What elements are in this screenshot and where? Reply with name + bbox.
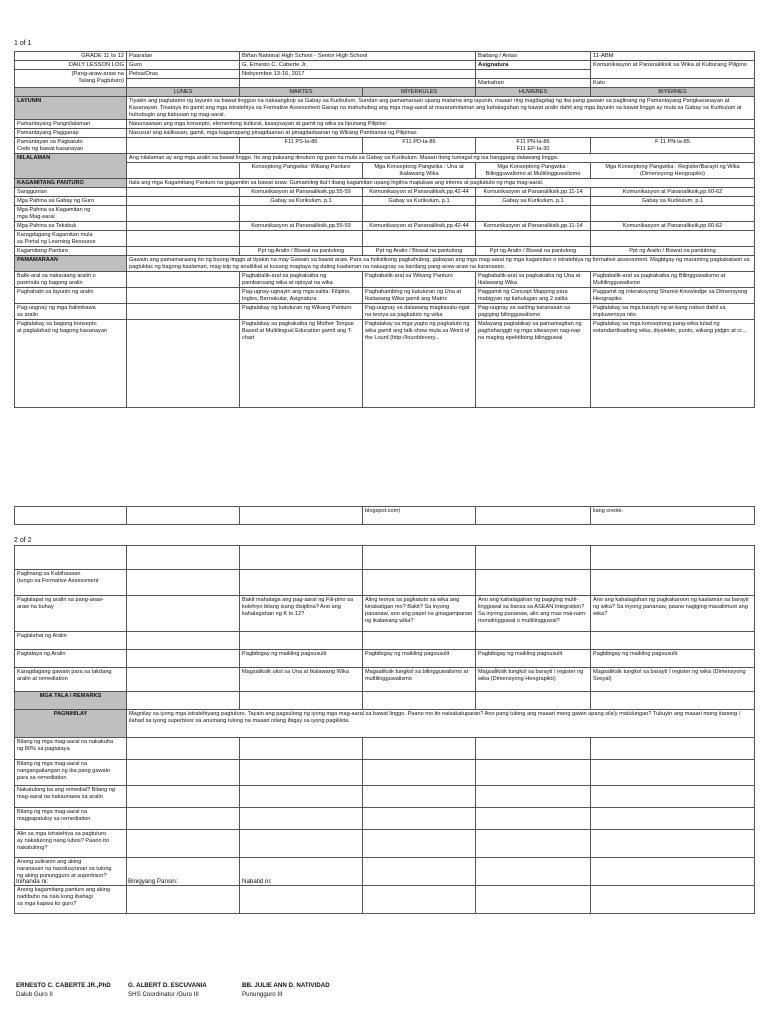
pagninilay-text: Magnilay sa iyong mga istratehiyang pagtuturo. Tayain ang pagsulong ng iyong mga mag-aaral sa bawat linggo. Paano mo ito naisakatuparan? Ano pang tulong ang maaari mong gawin upang sila'y matulungan? Tukuyin ang maaari mong itanong / ilahad sa iyong superbisor sa anumang tulong na maaari nilang ibigay sa iyong pagkikita. bbox=[127, 710, 755, 738]
teacher-label: Guro bbox=[127, 61, 240, 70]
subject-value: Komunikasyon at Pananaliksik sa Wika at Kulturang Pilipino bbox=[591, 61, 755, 79]
sanggunian-label: Sanggunian bbox=[15, 188, 127, 197]
day-header: BIYERNES bbox=[591, 88, 755, 97]
balik-aral-cell bbox=[127, 272, 240, 288]
balik-aral-cell: Pagbabalik-aral sa Wikang Panturo bbox=[363, 272, 476, 288]
layunin-label: LAYUNIN bbox=[15, 97, 127, 120]
nilalaman-label: NILALAMAN bbox=[15, 154, 127, 179]
karagdagang-gawain-cell: Magsaliksik ukol sa Una at Ikalawang Wika bbox=[240, 668, 363, 692]
lesson-log-table-1 bbox=[14, 51, 755, 408]
reflection-label: Alin sa mga istratehiya sa pagtuturo ay nakatulong nang lubos? Paano ito nakatulong? bbox=[15, 830, 127, 858]
day-header: MIYERKULES bbox=[363, 88, 476, 97]
topic-cell: Konseptong Pangwika: Wikang Panturo bbox=[240, 163, 363, 179]
signatory-1-title: Dalub Guro II bbox=[16, 991, 53, 998]
paghahabi-cell: Paggamit ng Concept Mapping para mabigyan ng kahulugan ang 2 salita bbox=[476, 288, 591, 304]
paglalapat-cell: Ano ang kahalagahan ng pagiging multi-lingguwal sa bansa sa ASEAN Integration? Sa inyong pananaw, alin ang mas mai-nam: monolingguwal o multilingguwal? bbox=[476, 596, 591, 632]
nilalaman-text: Ang nilalaman ay ang mga aralin sa bawat linggo. Ito ang paksang itinuturo ng guro na mula sa Gabay sa Kurikulum. Maaari itong tumagal ng isa hanggang dalawang linggo. bbox=[127, 154, 755, 163]
date-value: Nobyembre 13-16, 2017 bbox=[240, 70, 476, 79]
prepared-by-label: Inihanda ni: bbox=[16, 878, 48, 885]
teksbuk-cell: Komunikasyon at Pananaliksik,pp.55-59 bbox=[240, 222, 363, 231]
panturo-cell: Ppt ng Aralin / Biswal na pantulong bbox=[476, 247, 591, 256]
balik-aral-cell: Pagbabalik-aral sa pagkakaiba ng Una at Ikalawang Wika bbox=[476, 272, 591, 288]
pagtalakay-cell: Pagtalakay sa mga konseptong pang-wika tulad ng estandardisadong wika, diyalekto, punto, wikang pidgin at cr... bbox=[591, 320, 755, 408]
competency-code: F11 PD-Ia-86 bbox=[363, 138, 476, 154]
sanggunian-cell: Komunikasyon at Pananaliksik,pp.55-59 bbox=[240, 188, 363, 197]
topic-cell: Mga Konseptong Pangwika : Register/Barayti ng Wika (Dimensyong Heograpiko) bbox=[591, 163, 755, 179]
signatory-2-name: G. ALBERT D. ESCUVANIA bbox=[128, 982, 207, 989]
competency-code bbox=[127, 138, 240, 154]
kasanayan-label: Pamantayan sa Pagkatuto Code ng bawat kasanayan bbox=[15, 138, 127, 154]
karagdagang-gawain-cell: Magsaliksik tungkol sa barayti / register ng wika (Dimensyong Sosyal) bbox=[591, 668, 755, 692]
balik-aral-cell: Pagbabalik-aral sa pagkakaiba ng pambansang wika at opisyal na wika bbox=[240, 272, 363, 288]
overflow-cell: liang creole. bbox=[591, 507, 755, 525]
school-label: Paaralan bbox=[127, 52, 240, 61]
pagtataya-cell: Pagbibigay ng maikling pagsusulit bbox=[591, 650, 755, 668]
dll-label: DAILY LESSON LOG bbox=[15, 61, 127, 70]
pangnilalaman-text: Nauunawaan ang mga konsepto, elementong kultural, kasaysayan at gamit ng wika sa lipunang Pilipino bbox=[127, 120, 755, 129]
signatory-3-title: Punungguro III bbox=[242, 991, 283, 998]
paglalapat-cell: Aling teorya sa pagkatuto sa wika ang kinakatigan mo? Bakit? Sa inyong pananaw, ano ang papel na ginagampanan ng ikalawang wika? bbox=[363, 596, 476, 632]
teksbuk-cell bbox=[127, 222, 240, 231]
checked-by-label: Binigyang Pansin: bbox=[128, 878, 178, 885]
pagtataya-cell: Pagbibigay ng maikling pagsusulit bbox=[240, 650, 363, 668]
panturo-cell: Ppt ng Aralin / Biswal na pantulong bbox=[240, 247, 363, 256]
competency-code: F11 PS-Ia-86 bbox=[240, 138, 363, 154]
school-value: Biñan National High School - Senior High School bbox=[240, 52, 476, 61]
pagninilay-label: PAGNINILAY bbox=[15, 710, 127, 738]
pag-uugnay-cell: Pagtalakay ng katuturan ng Wikang Panturo bbox=[240, 304, 363, 320]
teksbuk-cell: Komunikasyon at Pananaliksik,pp.60-62 bbox=[591, 222, 755, 231]
paglalapat-label: Paglalapat ng aralin sa pang-araw- araw na buhay bbox=[15, 596, 127, 632]
pagtalakay-cell: Malayang pagtalakay sa pamamagitan ng paghahanggit ng mga sitwasyon nag-nap na maging epektibong bilingguwal bbox=[476, 320, 591, 408]
karagdagang-gawain-label: Karagdagang gawain para sa takdang aralin at remediation bbox=[15, 668, 127, 692]
sanggunian-cell: Komunikasyon at Pananaliksik,pp.42-44 bbox=[363, 188, 476, 197]
panturo-cell: Ppt ng Aralin / Biswal na pantulong bbox=[363, 247, 476, 256]
karagdagang-gawain-cell: Magsaliksik tungkol sa bilingguwalismo at multilingguwalismo bbox=[363, 668, 476, 692]
overflow-cell bbox=[127, 507, 240, 525]
reflection-label: Anong kagamitang panturo ang aking nadibuho na nais kong ibahagi sa mga kapwa ko guro? bbox=[15, 886, 127, 914]
paglalapat-cell: Ano ang kahalagahan ng pagkakaroon ng kaalaman sa barayti ng wika? Sa inyong pananaw, paano nagiging masalimuot ang wika? bbox=[591, 596, 755, 632]
pag-uugnay-cell: Pagtalakay sa mga barayti ng wi-kang nabuo dahil sa impluwensya nito bbox=[591, 304, 755, 320]
reflection-label: Bilang ng mga mag-aaral na nakakuha ng 80% sa pagtataya bbox=[15, 738, 127, 760]
reflection-label: Nakatulong ba ang remedial? Bilang ng mag-aaral na nakaunawa sa aralin bbox=[15, 786, 127, 808]
daily-label: (Pang-araw-araw na Talang Pagtuturo) bbox=[15, 70, 127, 88]
karagdagang-lr-label: Karagdagang Kagamitan mula sa Portal ng Learning Resource bbox=[15, 231, 127, 247]
paglinang-label: Paglinang sa Kabihasaan (tungo sa Formative Assessment bbox=[15, 570, 127, 596]
paghahabi-cell: Paghahambing ng katuturan ng Una at Ikalawang Wika gamit ang Matrix bbox=[363, 288, 476, 304]
day-header: LUNES bbox=[127, 88, 240, 97]
tala-label: MGA TALA / REMARKS bbox=[15, 692, 127, 710]
signatory-1 bbox=[16, 981, 111, 999]
day-header: MARTES bbox=[240, 88, 363, 97]
lesson-log-table-2 bbox=[14, 545, 755, 914]
karagdagang-gawain-cell: Magsaliksik tungkol sa barayti / register ng wika (Dimensyong Heograpiko) bbox=[476, 668, 591, 692]
pag-uugnay-cell: Pag-uugnay sa dalawang magkasalu-ngat na teorya sa pagkatuto ng wika bbox=[363, 304, 476, 320]
panturo-cell bbox=[127, 247, 240, 256]
gabay-guro-label: Mga Pahina sa Gabay ng Guro bbox=[15, 197, 127, 206]
pamamaraan-text: Gawain ang pamamaraang ito ng buong linggo at tiyakin na may Gawain sa bawat araw. Para sa holistikong pagkahubog, gabayan ang mga mag-aaral ng mga kagamitan o istratehiya ng formative assessment. Magbigay ng maraming pagkakataon sa pagtuklas ng bagong kaalaman, mag-isip ng analitikal at kusang magtaya ng dating kaalaman na naiuugnay sa kanilang pang-araw-araw na karanasan. bbox=[127, 256, 755, 272]
gabay-guro-cell: Gabay sa Kurikulum, p.1 bbox=[591, 197, 755, 206]
teksbuk-cell: Komunikasyon at Pananaliksik,pp.42-44 bbox=[363, 222, 476, 231]
pag-uugnay-cell bbox=[127, 304, 240, 320]
reflection-label: Bilang ng mga mag-aaral na nangangailangan ng iba pang gawain para sa remediation bbox=[15, 760, 127, 786]
grade-label: GRADE 11 to 12 bbox=[15, 52, 127, 61]
signatory-1-name: ERNESTO C. CABERTE JR.,PhD bbox=[16, 982, 111, 989]
pamamaraan-label: PAMAMARAAN bbox=[15, 256, 127, 272]
overflow-cell bbox=[240, 507, 363, 525]
balik-aral-label: Balik-aral sa nakaraang aralin o pasimula ng bagong aralin bbox=[15, 272, 127, 288]
balik-aral-cell: Pagbabalik-aral sa pagkakaiba ng Bilingguwalismo at Multilingguwalismo bbox=[591, 272, 755, 288]
level-label: Baitang / Antas bbox=[476, 52, 591, 61]
competency-code: F11 PN-Ia-86 F11 EP-Ia-30 bbox=[476, 138, 591, 154]
overflow-row-table bbox=[14, 506, 755, 525]
sanggunian-cell: Komunikasyon at Pananaliksik,pp.60-62 bbox=[591, 188, 755, 197]
panturo-cell: Ppt ng Aralin / Biswal na pantulong bbox=[591, 247, 755, 256]
pag-uugnay-label: Pag-uugnay ng mga halimbawa sa aralin bbox=[15, 304, 127, 320]
reflection-label: Anong suliranin ang aking naranasan na nasolusyunan sa tulong ng aking punungguro at superbisor? bbox=[15, 858, 127, 886]
subject-label: Asignatura bbox=[476, 61, 591, 70]
kagamitan-label: KAGAMITANG PANTURO bbox=[15, 179, 127, 188]
quarter-label: Markahan bbox=[476, 79, 591, 88]
topic-cell bbox=[127, 163, 240, 179]
overflow-cell bbox=[476, 507, 591, 525]
pagganap-label: Pamantayang Pagganap bbox=[15, 129, 127, 138]
pagtataya-cell: Pagbibigay ng maikling pagsusulit bbox=[363, 650, 476, 668]
signatory-2-title: SHS Coordinator /Guro III bbox=[128, 991, 199, 998]
signatory-3-name: BB. JULIE ANN D. NATIVIDAD bbox=[242, 982, 330, 989]
teksbuk-label: Mga Pahina sa Teksbuk bbox=[15, 222, 127, 231]
paghahabi-cell: Pag-ugnay-ugnayin ang mga salita: Filipino, Ingles, Bernakular, Asignatura bbox=[240, 288, 363, 304]
pagtataya-label: Pagtataya ng Aralin bbox=[15, 650, 127, 668]
gabay-guro-cell bbox=[127, 197, 240, 206]
page-number-1: 1 of 1 bbox=[14, 40, 32, 47]
pagganap-text: Nasusuri ang kalikasan, gamit, mga kaganapang pinagdaanan at pinagdadaanan ng Wikang Pambansa ng Pilipinas bbox=[127, 129, 755, 138]
paghahabi-label: Paghahabi sa layunin ng aralin bbox=[15, 288, 127, 304]
pagtalakay-cell: Pagtalakay sa mga yugto ng pagkatuto ng wika gamit ang talk show mula sa Word of the Lourd (http://lourddevery... bbox=[363, 320, 476, 408]
pangnilalaman-label: Pamantayang Pangnilalaman bbox=[15, 120, 127, 129]
pagtalakay-cell: Pagtalakay sa pagkakaiba ng Mother Tongue Based at Multilingual Education gamit ang T-chart bbox=[240, 320, 363, 408]
topic-cell: Mga Konseptong Pangwika : Una at Ikalawang Wika bbox=[363, 163, 476, 179]
day-header: HUWEBES bbox=[476, 88, 591, 97]
reflection-label: Bilang ng mga mag-aaral na magpapatuloy sa remediation bbox=[15, 808, 127, 830]
pagtalakay-label: Pagtalakay sa bagong konsepto at paglalahad ng bagong kasanayan bbox=[15, 320, 127, 408]
paglalahat-label: Paglalahat ng Aralin bbox=[15, 632, 127, 650]
gabay-guro-cell: Gabay sa Kurikulum, p.1 bbox=[476, 197, 591, 206]
signatory-3 bbox=[242, 981, 330, 999]
gabay-guro-cell: Gabay sa Kurikulum, p.1 bbox=[363, 197, 476, 206]
layunin-text: Tiyakin ang pagtatamo ng layunin sa bawat lingguo na nakaangkop sa Gabay sa Kurikulum. Sundan ang pamamaraan upang matamo ang layunin, maaari ring magdagdag ng iba pang gawain sa paglinang ng Pamantayang Pangkasanayan at Kasanayan. Tinataya ito gamit ang mga istratehiya sa Formative Assessment Ganap na mahuhubog ang mga mag-aaral at mararamdaman ang kahalagahan ng bawat aralin dahil ang mga layunin sa bawat linggo ay mula sa Gabay sa Kurikulum at huhubugin ang kabuuan ng mag-aaral. bbox=[127, 97, 755, 120]
sanggunian-cell bbox=[127, 188, 240, 197]
topic-cell: Mga Konseptong Pangwika : Bilingguwalismo at Multilingguwalismo bbox=[476, 163, 591, 179]
overflow-cell: blogspot.com) bbox=[363, 507, 476, 525]
date-label: Petsa/Oras bbox=[127, 70, 240, 79]
pagtataya-cell: Pagbibigay ng maikling pagsusulit bbox=[476, 650, 591, 668]
kagamitan-mag-aaral-label: Mga Pahina sa Kagamitan ng mga Mag-aaral bbox=[15, 206, 127, 222]
signatory-2 bbox=[128, 981, 207, 999]
sanggunian-cell: Komunikasyon at Pananaliksik,pp.11-14 bbox=[476, 188, 591, 197]
paghahabi-cell: Paggamit ng Interaksyong Shared-Knowledge sa Dimensyong Heograpiko bbox=[591, 288, 755, 304]
teksbuk-cell: Komunikasyon at Pananaliksik,pp.11-14 bbox=[476, 222, 591, 231]
competency-code: F 11 PN-Ia-85 bbox=[591, 138, 755, 154]
teacher-value: G. Ernesto C. Caberte Jr. bbox=[240, 61, 476, 70]
page-number-2: 2 of 2 bbox=[14, 537, 32, 544]
level-value: 11-ABM bbox=[591, 52, 755, 61]
quarter-value: Kato bbox=[591, 79, 755, 88]
pagtalakay-cell bbox=[127, 320, 240, 408]
paglalapat-cell: Bakit mahalaga ang pag-aaral ng Fili-pino sa kolehiyo bilang isang disiplina? Ano ang kahalagahan ng K to 12? bbox=[240, 596, 363, 632]
gabay-guro-cell: Gabay sa Kurikulum, p.1 bbox=[240, 197, 363, 206]
noted-by-label: Nabatid ni: bbox=[242, 878, 272, 885]
pag-uugnay-cell: Pag-uugnay sa sariling karanasan sa pagiging bilingguwalismo bbox=[476, 304, 591, 320]
kagamitang-panturo-label: Kagamitang Panturo bbox=[15, 247, 127, 256]
paghahabi-cell bbox=[127, 288, 240, 304]
kagamitan-text: Itala ang mga Kagamitang Panturo na gagamitin sa bawat araw. Gumamitng iba't ibang kagamitan upang higitna mapukaw ang interes at pagkatuto ng mga mag-aaral. bbox=[127, 179, 755, 188]
